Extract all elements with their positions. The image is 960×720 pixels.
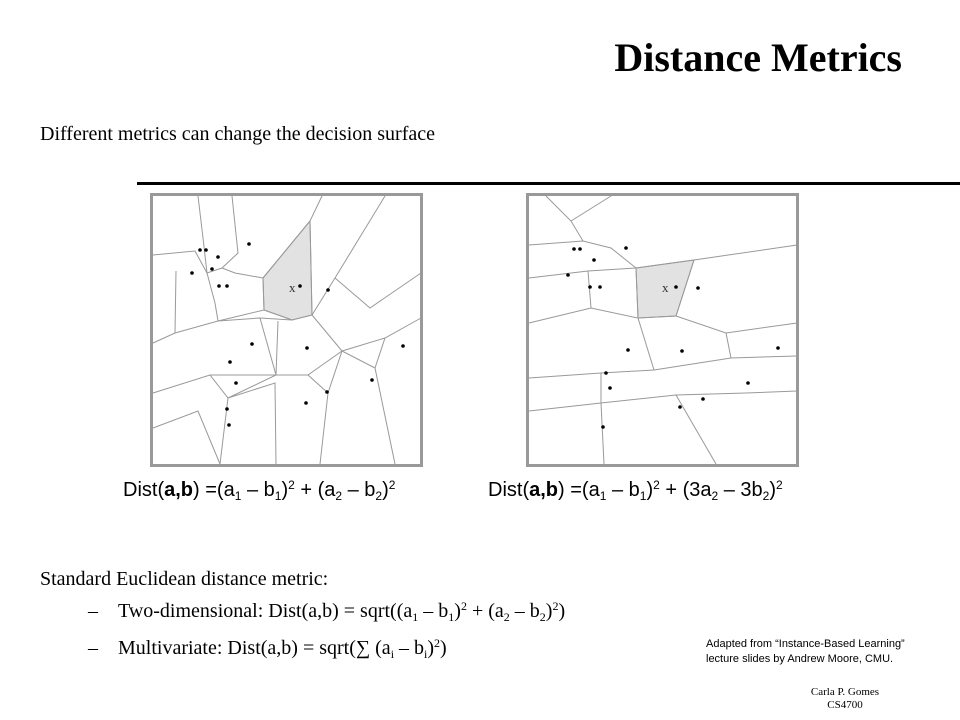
voronoi-diagram-euclidean — [150, 193, 423, 467]
bullet-subscript: i — [424, 647, 428, 662]
voronoi-diagram-scaled — [526, 193, 799, 467]
sample-point — [696, 286, 700, 290]
voronoi-diagram-euclidean-svg — [150, 193, 423, 467]
sample-point — [210, 267, 214, 271]
sample-point — [217, 284, 221, 288]
sample-point — [626, 348, 630, 352]
formula-text: ) =(a — [558, 479, 600, 501]
sample-point — [370, 378, 374, 382]
sample-point — [216, 255, 220, 259]
bullet-exponent: 2 — [460, 598, 467, 613]
plot-frame — [152, 195, 422, 466]
bullet-subscript: i — [390, 647, 395, 662]
sample-point — [190, 271, 194, 275]
sample-point — [604, 371, 608, 375]
slide-title: Distance Metrics — [614, 35, 902, 80]
sample-point — [326, 288, 330, 292]
bullet-exponent: 2 — [434, 635, 441, 650]
formula-text: ) — [281, 479, 289, 501]
bullet-text: ) — [427, 637, 435, 659]
formula-text: ) — [646, 479, 654, 501]
sample-point — [225, 407, 229, 411]
formula-exponent: 2 — [776, 477, 783, 492]
sample-point — [624, 246, 628, 250]
bullet-text: ) — [545, 600, 553, 622]
formula-text: ) — [382, 479, 389, 501]
formula-subscript: 2 — [335, 489, 343, 504]
bullet-text: – b — [509, 600, 540, 622]
formula-subscript: 2 — [762, 489, 770, 504]
sample-point — [680, 349, 684, 353]
author-name: Carla P. Gomes — [810, 686, 880, 698]
formula-subscript: 2 — [711, 489, 719, 504]
query-point-label: x — [662, 280, 669, 295]
sample-point — [250, 342, 254, 346]
formula-subscript: 1 — [639, 489, 647, 504]
slide-subtitle: Different metrics can change the decision surface — [40, 123, 435, 145]
sample-point — [701, 397, 705, 401]
query-point-label: x — [289, 280, 296, 295]
sample-point — [204, 248, 208, 252]
bullet-text: – b — [418, 600, 449, 622]
sample-point — [588, 285, 592, 289]
formula-subscript: 2 — [375, 489, 383, 504]
sample-point — [304, 401, 308, 405]
author-footer — [790, 686, 900, 712]
formula-subscript: 1 — [274, 489, 282, 504]
formula-text: Dist( — [488, 479, 530, 501]
credit-line: lecture slides by Andrew Moore, CMU. — [706, 653, 894, 665]
bullet-subscript: 2 — [503, 610, 510, 625]
sample-point — [198, 248, 202, 252]
sample-point — [678, 405, 682, 409]
sample-point — [401, 344, 405, 348]
sample-point — [572, 247, 576, 251]
sample-point — [608, 386, 612, 390]
plot-frame — [528, 195, 798, 466]
credit-line: Adapted from “Instance-Based Learning” — [706, 638, 905, 650]
bullet-subscript: 2 — [539, 610, 546, 625]
bullet-text: ) — [558, 600, 566, 622]
bullet-text: ) — [440, 637, 447, 659]
bullet-exponent: 2 — [552, 598, 559, 613]
formula-text: Dist( — [123, 479, 165, 501]
divider-rule — [137, 182, 960, 185]
formula-bold: a,b — [529, 479, 559, 501]
bullet-text: ) — [454, 600, 461, 622]
sample-point — [601, 425, 605, 429]
formula-text: – b — [606, 479, 640, 501]
sample-point — [228, 360, 232, 364]
bullet-text: – b — [394, 637, 425, 659]
bullet-text: Two-dimensional: Dist(a,b) = sqrt((a — [118, 600, 413, 622]
formula-euclidean — [123, 479, 395, 502]
formula-text: + (3a — [659, 479, 712, 501]
formula-exponent: 2 — [388, 477, 396, 492]
course-code: CS4700 — [827, 699, 863, 711]
formula-bold: a,b — [164, 479, 194, 501]
bullet-dash: – — [88, 637, 98, 659]
sample-point — [746, 381, 750, 385]
sample-point — [227, 423, 231, 427]
sample-point — [776, 346, 780, 350]
formula-text: – 3b — [718, 479, 763, 501]
formula-exponent: 2 — [653, 477, 660, 492]
formula-text: – b — [342, 479, 376, 501]
sample-point — [247, 242, 251, 246]
sample-point — [566, 273, 570, 277]
sample-point — [325, 390, 329, 394]
formula-text: ) =(a — [193, 479, 235, 501]
bullet-subscript: 1 — [448, 610, 455, 625]
formula-exponent: 2 — [288, 477, 295, 492]
formula-subscript: 1 — [599, 489, 607, 504]
sample-point — [592, 258, 596, 262]
sample-point — [225, 284, 229, 288]
source-credit — [706, 637, 905, 667]
formula-scaled — [488, 479, 783, 502]
sample-point — [674, 285, 678, 289]
bullet-subscript: 1 — [412, 610, 419, 625]
bullet-text: Multivariate: Dist(a,b) = sqrt(∑ (a — [118, 637, 391, 659]
voronoi-diagram-scaled-svg — [526, 193, 799, 467]
formula-text: + (a — [294, 479, 336, 501]
sample-point — [578, 247, 582, 251]
sample-point — [305, 346, 309, 350]
bullet-two-dimensional — [88, 600, 565, 623]
sample-point — [298, 284, 302, 288]
bullet-multivariate — [88, 637, 447, 660]
section-heading: Standard Euclidean distance metric: — [40, 568, 329, 590]
formula-text: ) — [769, 479, 777, 501]
bullet-text: + (a — [466, 600, 504, 622]
formula-subscript: 1 — [234, 489, 242, 504]
sample-point — [598, 285, 602, 289]
sample-point — [234, 381, 238, 385]
formula-text: – b — [241, 479, 275, 501]
bullet-dash: – — [88, 600, 98, 622]
